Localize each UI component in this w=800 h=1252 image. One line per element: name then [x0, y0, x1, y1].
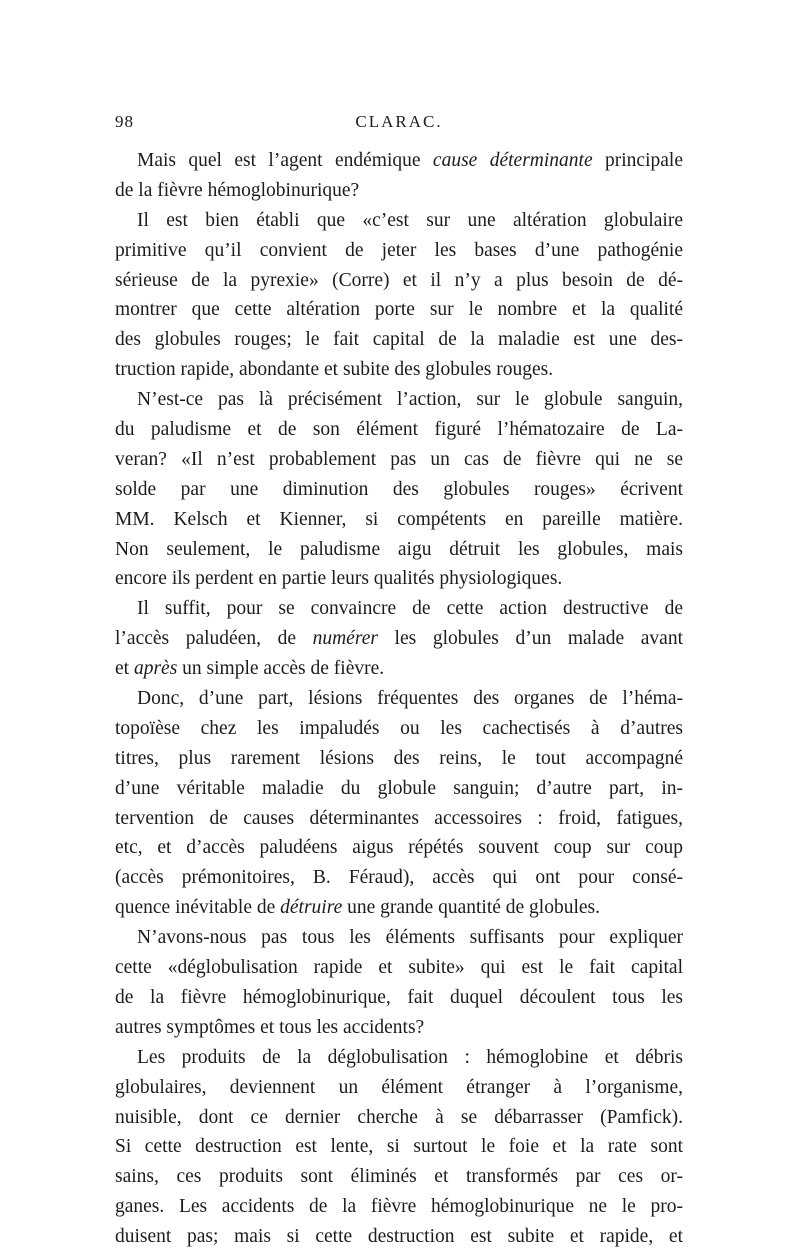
text-segment: sains, ces produits sont éliminés et transformés par ces or-: [115, 1166, 683, 1188]
text-line: [115, 983, 683, 1013]
text-line: [115, 1103, 683, 1133]
text-segment: etc, et d’accès paludéens aigus répétés souvent coup sur coup: [115, 837, 683, 859]
text-segment: du paludisme et de son élément figuré l’hématozaire de La-: [115, 419, 683, 441]
text-line: [115, 385, 683, 415]
text-segment: cette «déglobulisation rapide et subite» qui est le fait capital: [115, 957, 683, 979]
text-line: [115, 325, 683, 355]
text-line: [115, 1073, 683, 1103]
text-line: [115, 684, 683, 714]
text-line: [115, 355, 683, 385]
italic-text-segment: numérer: [312, 628, 378, 650]
text-line: [115, 505, 683, 535]
text-segment: globulaires, deviennent un élément étranger à l’organisme,: [115, 1076, 683, 1098]
text-segment: Il est bien établi que «c’est sur une altération globulaire: [137, 209, 683, 231]
text-line: [115, 833, 683, 863]
text-segment: solde par une diminution des globules rouges» écrivent: [115, 478, 683, 500]
text-segment: Il suffit, pour se convaincre de cette action destructive de: [137, 598, 683, 620]
text-segment: Non seulement, le paludisme aigu détruit les globules, mais: [115, 538, 683, 560]
italic-text-segment: détruire: [280, 897, 343, 919]
text-segment: quence inévitable de: [115, 897, 281, 919]
text-line: [115, 1162, 683, 1192]
text-segment: un simple accès de fièvre.: [177, 658, 385, 680]
text-line: [115, 1192, 683, 1222]
text-segment: l’accès paludéen, de: [115, 628, 313, 650]
text-segment: d’une véritable maladie du globule sanguin; d’autre part, in-: [115, 777, 683, 799]
body-text: [115, 146, 683, 1252]
text-segment: MM. Kelsch et Kienner, si compétents en pareille matière.: [115, 508, 683, 530]
text-segment: des globules rouges; le fait capital de la maladie est une des-: [115, 329, 683, 351]
text-segment: montrer que cette altération porte sur le nombre et la qualité: [115, 299, 683, 321]
text-segment: duisent pas; mais si cette destruction est subite et rapide, et: [115, 1226, 683, 1248]
text-line: [115, 1043, 683, 1073]
text-segment: ganes. Les accidents de la fièvre hémoglobinurique ne le pro-: [115, 1196, 683, 1218]
text-line: [115, 1013, 683, 1043]
text-segment: Donc, d’une part, lésions fréquentes des organes de l’héma-: [137, 688, 683, 710]
text-segment: N’est-ce pas là précisément l’action, sur le globule sanguin,: [137, 389, 683, 411]
text-segment: primitive qu’il convient de jeter les bases d’une pathogénie: [115, 239, 683, 261]
text-segment: Si cette destruction est lente, si surtout le foie et la rate sont: [115, 1136, 683, 1158]
running-title: CLARAC.: [355, 112, 443, 131]
text-line: [115, 295, 683, 325]
text-line: [115, 923, 683, 953]
text-segment: titres, plus rarement lésions des reins, le tout accompagné: [115, 747, 683, 769]
text-segment: les globules d’un malade avant: [377, 628, 683, 650]
text-segment: tervention de causes déterminantes accessoires : froid, fatigues,: [115, 807, 683, 829]
text-segment: truction rapide, abondante et subite des globules rouges.: [115, 359, 554, 381]
text-line: [115, 804, 683, 834]
text-line: [115, 953, 683, 983]
text-segment: autres symptômes et tous les accidents?: [115, 1016, 425, 1038]
text-segment: topoïèse chez les impaludés ou les cachectisés à d’autres: [115, 717, 683, 739]
text-segment: encore ils perdent en partie leurs qualités physiologiques.: [115, 568, 563, 590]
text-line: [115, 146, 683, 176]
page-header: [115, 112, 683, 142]
text-line: [115, 236, 683, 266]
text-line: [115, 624, 683, 654]
text-line: [115, 564, 683, 594]
text-segment: et: [115, 658, 134, 680]
page-number: 98: [115, 112, 134, 131]
text-line: [115, 1222, 683, 1252]
text-segment: de la fièvre hémoglobinurique, fait duquel découlent tous les: [115, 986, 683, 1008]
text-segment: sérieuse de la pyrexie» (Corre) et il n’y a plus besoin de dé-: [115, 269, 683, 291]
text-segment: nuisible, dont ce dernier cherche à se débarrasser (Pamfick).: [115, 1106, 683, 1128]
text-segment: une grande quantité de globules.: [342, 897, 601, 919]
text-line: [115, 774, 683, 804]
text-line: [115, 893, 683, 923]
text-segment: Les produits de la déglobulisation : hémoglobine et débris: [137, 1046, 683, 1068]
text-line: [115, 475, 683, 505]
text-line: [115, 176, 683, 206]
text-segment: Mais quel est l’agent endémique: [137, 150, 433, 171]
text-line: [115, 266, 683, 296]
italic-text-segment: après: [133, 658, 178, 680]
text-line: [115, 863, 683, 893]
text-segment: (accès prémonitoires, B. Féraud), accès qui ont pour consé-: [115, 867, 683, 889]
text-line: [115, 654, 683, 684]
text-line: [115, 206, 683, 236]
text-segment: principale: [592, 150, 683, 171]
book-page: [115, 112, 683, 1252]
text-line: [115, 744, 683, 774]
italic-text-segment: cause déterminante: [432, 150, 593, 171]
text-line: [115, 445, 683, 475]
text-line: [115, 714, 683, 744]
text-segment: veran? «Il n’est probablement pas un cas de fièvre qui ne se: [115, 448, 683, 470]
text-segment: N’avons-nous pas tous les éléments suffisants pour expliquer: [137, 927, 683, 949]
text-segment: de la fièvre hémoglobinurique?: [115, 179, 360, 201]
text-line: [115, 1132, 683, 1162]
text-line: [115, 535, 683, 565]
text-line: [115, 594, 683, 624]
text-line: [115, 415, 683, 445]
